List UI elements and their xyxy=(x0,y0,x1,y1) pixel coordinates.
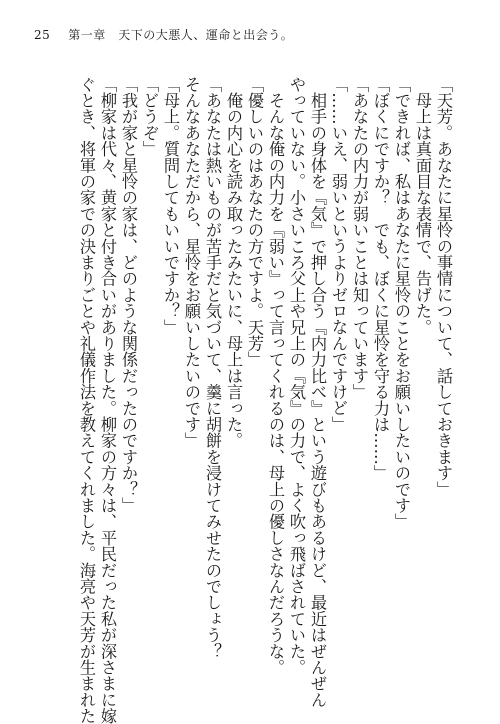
chapter-title: 第一章 天下の大悪人、運命と出会う。 xyxy=(68,28,294,42)
page-number: 25 xyxy=(34,28,51,42)
page-header xyxy=(34,26,293,43)
text-line: 相手の身体を『気』で押し合う『内力比べ』という遊びもあるけど、最近はぜんぜん xyxy=(308,76,327,708)
body-text xyxy=(76,76,454,724)
text-line: 俺の内心を読み取ったみたいに、母上は言った。 xyxy=(224,76,243,449)
text-line: 「できれば、私はあなたに星怜のことをお願いしたいのです」 xyxy=(392,76,411,530)
text-line: ぐとき、将軍の家での決まりごとや礼儀作法を教えてくれました。海亮や天芳が生まれた xyxy=(77,76,96,724)
text-line: 「母上。質問してもいいですか？」 xyxy=(161,76,180,336)
text-line: 「柳家は代々、黄家と付き合いがありました。柳家の方々は、平民だった私が深さまに嫁 xyxy=(98,76,117,724)
text-line: そんなあなただから、星怜をお願いしたいのです」 xyxy=(182,76,201,449)
text-line: 「優しいのはあなたの方ですよ。天芳」 xyxy=(245,76,264,368)
text-line: やっていない。小さいころ父上や兄上の『気』の力で、よく吹っ飛ばされていた。 xyxy=(287,76,306,676)
text-line: そんな俺の内力を『弱い』って言ってくれるのは、母上の優しさなんだろうな。 xyxy=(266,76,285,676)
text-line: 「どうぞ」 xyxy=(140,76,159,157)
text-line: 「……いえ、弱いというよりゼロなんですけど」 xyxy=(329,76,348,433)
text-line: 母上は真面目な表情で、告げた。 xyxy=(413,76,432,336)
text-line: 「あなたは熱いものが苦手だと気づいて、羹に胡餅を浸けてみせたのでしょう？ xyxy=(203,76,222,660)
text-line: 「我が家と星怜の家は、どのような関係だったのですか？」 xyxy=(119,76,138,514)
text-line: 「天芳。あなたに星怜の事情について、話しておきます」 xyxy=(434,76,453,498)
text-line: 「あなたの内力が弱いことは知っています」 xyxy=(350,76,369,400)
text-line: 「ぼくにですか？ でも、ぼくに星怜を守る力は……」 xyxy=(371,76,390,481)
